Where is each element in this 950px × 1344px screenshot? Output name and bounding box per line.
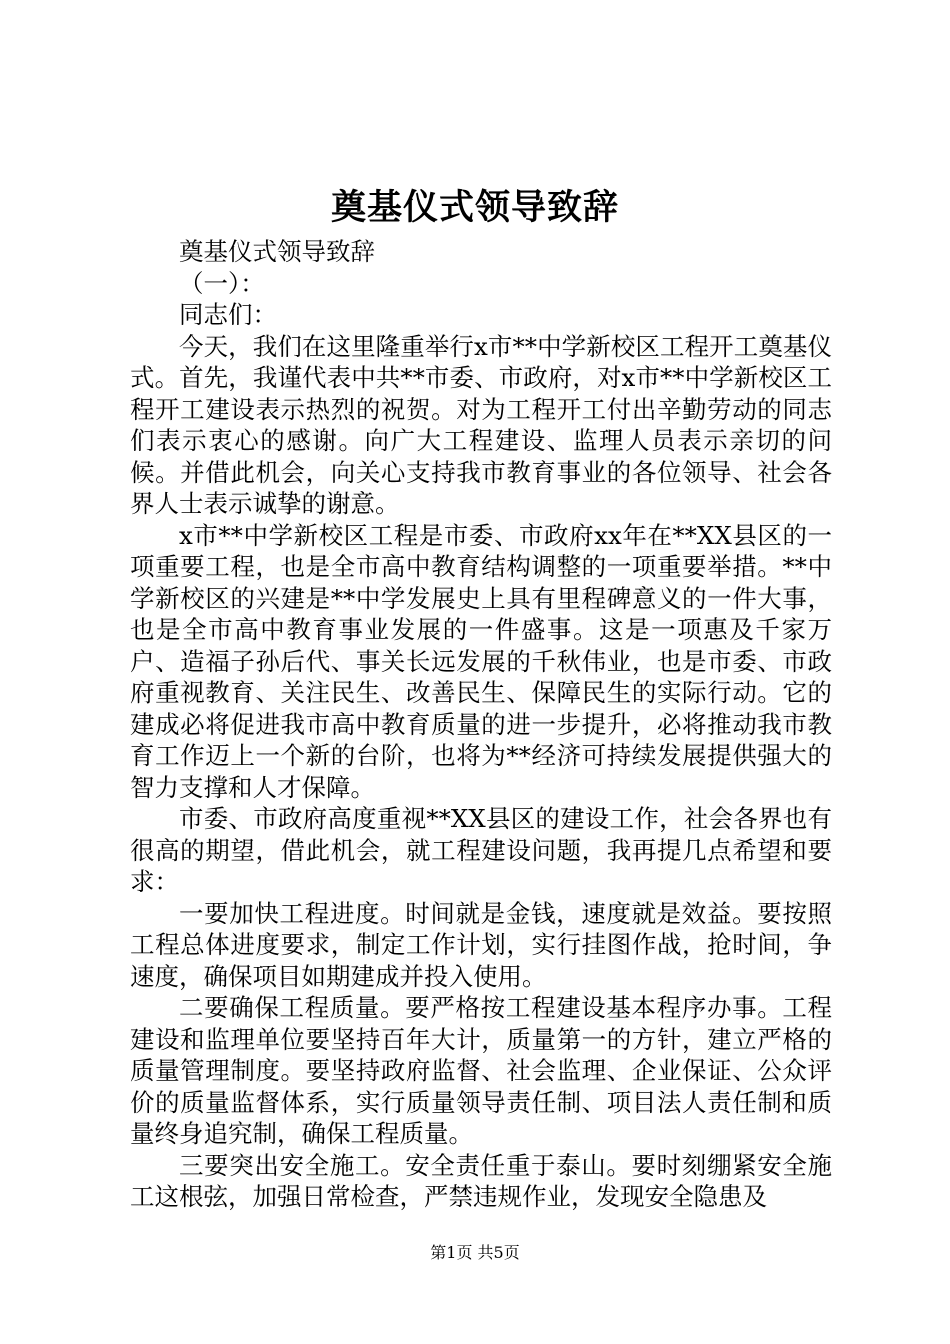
- paragraph-requirements-intro: 市委、市政府高度重视**XX县区的建设工作，社会各界也有很高的期望，借此机会，就工程建设问题，我再提几点希望和要求：: [130, 804, 832, 896]
- paragraph-requirement-2: 二要确保工程质量。要严格按工程建设基本程序办事。工程建设和监理单位要坚持百年大计，质量第一的方针，建立严格的质量管理制度。要坚持政府监督、社会监理、企业保证、公众评价的质量监督体系，实行质量领导责任制、项目法人责任制和质量终身追究制，确保工程质量。: [130, 993, 832, 1148]
- document-title: 奠基仪式领导致辞: [330, 187, 619, 228]
- paragraph-requirement-1: 一要加快工程进度。时间就是金钱，速度就是效益。要按照工程总体进度要求，制定工作计划，实行挂图作战，抢时间，争速度，确保项目如期建成并投入使用。: [130, 898, 832, 991]
- document-body: [130, 236, 832, 1213]
- page-number-footer: 第1页 共5页: [430, 1243, 520, 1262]
- paragraph-salutation: 同志们：: [179, 300, 277, 329]
- paragraph-project-significance: x市**中学新校区工程是市委、市政府xx年在**XX县区的一项重要工程，也是全市高中教育结构调整的一项重要举措。**中学新校区的兴建是**中学发展史上具有里程碑意义的一件大事，也是全市高中教育事业发展的一件盛事。这是一项惠及千家万户、造福子孙后代、事关长远发展的千秋伟业，也是市委、市政府重视教育、关注民生、改善民生、保障民生的实际行动。它的建成必将促进我市高中教育质量的进一步提升，必将推动我市教育工作迈上一个新的台阶，也将为**经济可持续发展提供强大的智力支撑和人才保障。: [130, 520, 832, 802]
- paragraph-subtitle: 奠基仪式领导致辞: [179, 237, 375, 266]
- paragraph-requirement-3: 三要突出安全施工。安全责任重于泰山。要时刻绷紧安全施工这根弦，加强日常检查，严禁违规作业，发现安全隐患及: [130, 1150, 832, 1211]
- paragraph-section-number: （一）：: [179, 268, 265, 298]
- paragraph-opening: 今天，我们在这里隆重举行x市**中学新校区工程开工奠基仪式。首先，我谨代表中共**市委、市政府，对x市**中学新校区工程开工建设表示热烈的祝贺。对为工程开工付出辛勤劳动的同志们表示衷心的感谢。向广大工程建设、监理人员表示亲切的问候。并借此机会，向关心支持我市教育事业的各位领导、社会各界人士表示诚挚的谢意。: [130, 331, 832, 518]
